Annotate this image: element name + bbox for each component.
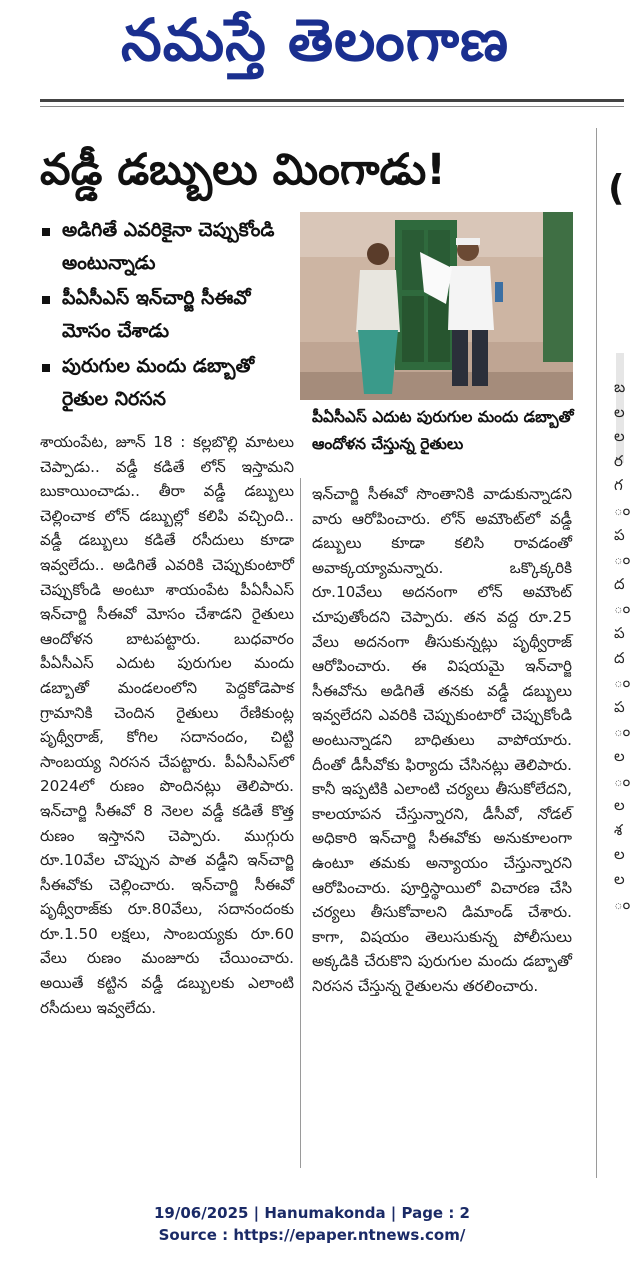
adjacent-text-fragment: ల bbox=[614, 845, 625, 864]
adjacent-text-fragment: ం bbox=[614, 673, 630, 692]
article-paragraph: శాయంపేట, జూన్ 18 : కల్లబొల్లి మాటలు చెప్పాడు.. వడ్డీ కడితే లోన్ ఇస్తామని బుకాయించాడు.. తీరా వడ్డీ డబ్బులు చెల్లించాక లోన్ డబ్బుల్లో కలిపి వచ్చింది.. వడ్డీ డబ్బులు కడితే రసీదులు కూడా ఇవ్వలేదు.. అడిగితే ఎవరికి చెప్పుకుంటారో చెప్పుకోండి అంటూ శాయంపేట పీఏసీఎస్ ఇన్‌చార్జి సీఈవో మోసం చేశాడని రైతులు ఆందోళన బాటపట్టారు. బుధవారం పీఏసీఎస్ ఎదుట పురుగుల మందు డబ్బాతో మండలంలోని పెద్దకోడెపాక గ్రామానికి చెందిన రైతులు రేణికుంట్ల పృథ్వీరాజ్, కోగిల సదానందం, చిట్టి సాంబయ్య నిరసన చేపట్టారు. పీఏసీఎస్‌లో 2024లో రుణం పొందినట్లు తెలిపారు. ఇన్‌చార్జి సీఈవో 8 నెలల వడ్డీ కడితే కొత్త రుణం ఇస్తానని చెప్పారు. ముగ్గురు రూ.10వేల చొప్పున పాత వడ్డీని ఇన్‌చార్జి సీఈవోకు చెల్లించారు. ఇన్‌చార్జి సీఈవో పృథ్వీరాజ్‌కు రూ.80వేలు, సదానందంకు రూ.1.50 లక్షలు, సాంబయ్యకు రూ.60 వేలు రుణం మంజూరు చేయించారు. అయితే కట్టిన వడ్డీ డబ్బులకు ఎలాంటి రసీదులు ఇవ్వలేదు. bbox=[40, 433, 294, 1017]
adjacent-text-fragment: ం bbox=[614, 771, 630, 790]
adjacent-text-fragment: ం bbox=[614, 599, 630, 618]
adjacent-text-fragment: ం bbox=[614, 894, 630, 913]
bullet-item bbox=[40, 282, 302, 348]
adjacent-text-fragment: శ bbox=[614, 820, 623, 839]
article-body-right bbox=[312, 482, 572, 998]
adjacent-text-fragment: బ bbox=[614, 378, 626, 396]
adjacent-text-fragment: ద bbox=[614, 574, 625, 593]
article-headline: వడ్డీ డబ్బులు మింగాడు! bbox=[40, 145, 446, 195]
adjacent-headline-fragment: ( bbox=[608, 168, 625, 209]
bullet-text: పురుగుల మందు డబ్బాతో రైతుల నిరసన bbox=[62, 355, 255, 410]
adjacent-text-fragment: ప bbox=[614, 624, 625, 642]
bullet-square-icon bbox=[42, 364, 50, 372]
farmers-protest-photo bbox=[300, 212, 573, 400]
bullet-item bbox=[40, 350, 302, 416]
adjacent-text-fragment: ల bbox=[614, 747, 625, 765]
column-divider bbox=[300, 478, 301, 1168]
adjacent-text-fragment: ం bbox=[614, 550, 630, 569]
adjacent-text-fragment: ం bbox=[614, 722, 630, 741]
adjacent-text-fragment: ం bbox=[614, 501, 630, 519]
masthead-rule-thin bbox=[40, 106, 624, 107]
newspaper-logo: నమస్తే తెలంగాణ bbox=[121, 6, 509, 74]
adjacent-text-fragment: ల bbox=[614, 796, 625, 815]
highlight-bullets bbox=[40, 214, 302, 418]
adjacent-text-fragment: ల bbox=[614, 427, 625, 446]
adjacent-text-fragment: ప bbox=[614, 697, 625, 716]
bullet-text: అడిగితే ఎవరికైనా చెప్పుకోండి అంటున్నాడు bbox=[62, 219, 275, 274]
article-body-left bbox=[40, 430, 294, 1020]
footer-edition-line: 19/06/2025 | Hanumakonda | Page : 2 bbox=[153, 1204, 470, 1222]
footer-source-line: Source : https://epaper.ntnews.com/ bbox=[158, 1226, 466, 1244]
article-photo bbox=[300, 212, 573, 400]
bullet-square-icon bbox=[42, 296, 50, 304]
adjacent-text-fragment: గ bbox=[614, 476, 623, 495]
photo-caption: పీఏసీఎస్ ఎదుట పురుగుల మందు డబ్బాతో ఆందోళన చేస్తున్న రైతులు bbox=[312, 408, 574, 453]
bullet-text: పీఏసీఎస్ ఇన్‌చార్జి సీఈవో మోసం చేశాడు bbox=[62, 287, 251, 342]
adjacent-text-fragment: ల bbox=[614, 870, 625, 888]
masthead-rule bbox=[40, 99, 624, 102]
page-footer bbox=[0, 1202, 624, 1246]
masthead bbox=[0, 0, 624, 95]
adjacent-text-fragment: ప bbox=[614, 525, 625, 544]
adjacent-article-sliver bbox=[596, 128, 630, 1178]
article-paragraph: ఇన్‌చార్జి సీఈవో సొంతానికి వాడుకున్నాడని వారు ఆరోపించారు. లోన్ అమౌంట్‌లో వడ్డీ డబ్బులు కూడా కలిసి రావడంతో అవాక్కయ్యామన్నారు. ఒక్కొక్కరికి రూ.10వేలు అదనంగా లోన్ అమౌంట్ చూపుతోందని చెప్పారు. తన వద్ద రూ.25 వేలు అదనంగా తీసుకున్నట్లు పృథ్వీరాజ్ ఆరోపించారు. ఈ విషయమై ఇన్‌చార్జి సీఈవోను అడిగితే తనకు వడ్డీ డబ్బులు ఇవ్వలేదని ఎవరికి చెప్పుకుంటారో చెప్పుకోండి అంటున్నాడని బాధితులు వాపోయారు. దీంతో డీసీవోకు ఫిర్యాదు చేసినట్లు తెలిపారు. కానీ ఇప్పటికి ఎలాంటి చర్యలు తీసుకోలేదని, కాలయాపన చేస్తున్నారని, డీసీవో, నోడల్ అధికారి ఇన్‌చార్జి సీఈవోకు అనుకూలంగా ఉంటూ తమకు అన్యాయం చేస్తున్నారని ఆరోపించారు. పూర్తిస్థాయిలో విచారణ చేసి చర్యలు తీసుకోవాలని డిమాండ్ చేశారు. కాగా, విషయం తెలుసుకున్న పోలీసులు అక్కడికి చేరుకొని పురుగుల మందు డబ్బాతో నిరసన చేస్తున్న రైతులను తరలించారు. bbox=[312, 485, 572, 995]
bullet-square-icon bbox=[42, 228, 50, 236]
bullet-item bbox=[40, 214, 302, 280]
adjacent-text-fragment: ల bbox=[614, 402, 625, 421]
adjacent-text-fragment: ర bbox=[614, 451, 623, 470]
adjacent-text-fragment: ద bbox=[614, 648, 625, 667]
